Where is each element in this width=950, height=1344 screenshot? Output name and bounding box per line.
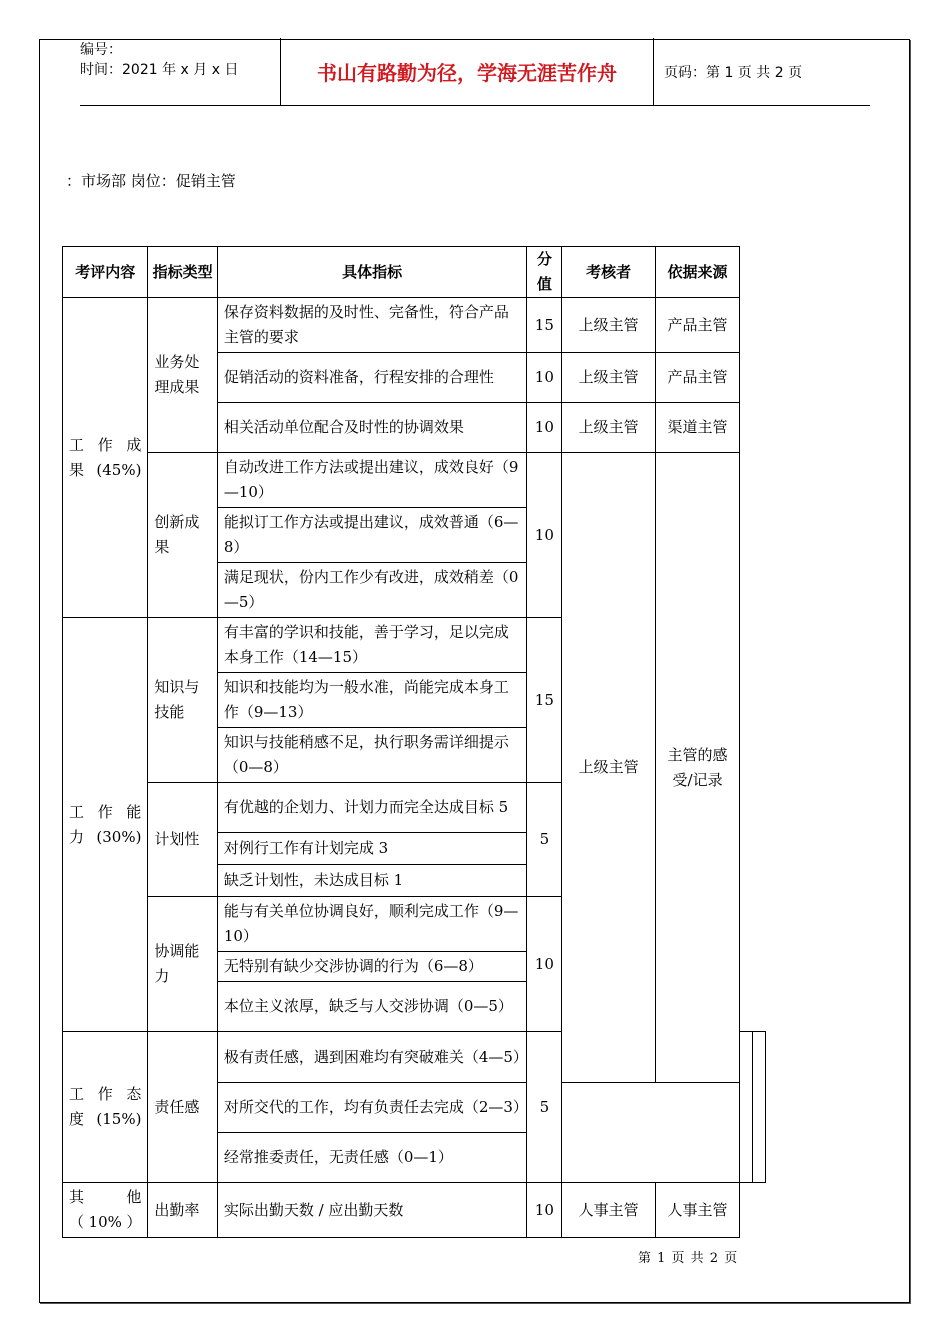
score-planning: 5 — [527, 783, 562, 897]
score-cell: 10 — [527, 353, 562, 403]
score-cell: 10 — [527, 403, 562, 453]
header-type: 指标类型 — [148, 247, 217, 298]
section-other: 其 他（10%） — [63, 1183, 148, 1238]
score-knowledge: 15 — [527, 618, 562, 783]
table-row — [63, 298, 766, 353]
type-coordination: 协调能力 — [148, 897, 217, 1032]
indicator-cell: 对所交代的工作，均有负责任去完成（2—3） — [217, 1083, 527, 1133]
section-work-result: 工 作 成 果(45%) — [63, 298, 148, 618]
indicator-cell: 保存资料数据的及时性、完备性，符合产品主管的要求 — [217, 298, 527, 353]
indicator-cell: 缺乏计划性，未达成目标 1 — [217, 865, 527, 897]
page-header — [80, 38, 870, 106]
header-divider — [653, 38, 654, 105]
score-cell: 10 — [527, 1183, 562, 1238]
type-business: 业务处理成果 — [148, 298, 217, 453]
page-footer: 第 1 页 共 2 页 — [638, 1251, 739, 1266]
type-attendance: 出勤率 — [148, 1183, 217, 1238]
indicator-cell: 对例行工作有计划完成 3 — [217, 833, 527, 865]
assessor-cell: 上级主管 — [562, 298, 656, 353]
header-page-number: 页码：第 1 页 共 2 页 — [664, 64, 803, 81]
section-work-attitude: 工 作 态 度(15%) — [63, 1032, 148, 1183]
header-source: 依据来源 — [656, 247, 740, 298]
score-responsibility: 5 — [527, 1032, 562, 1183]
indicator-cell: 有丰富的学识和技能，善于学习，足以完成本身工作（14—15） — [217, 618, 527, 673]
source-cell: 产品主管 — [656, 298, 740, 353]
indicator-cell: 自动改进工作方法或提出建议，成效良好（9—10） — [217, 453, 527, 508]
indicator-cell: 本位主义浓厚，缺乏与人交涉协调（0—5） — [217, 982, 527, 1032]
assessor-cell: 上级主管 — [562, 353, 656, 403]
assessor-cell: 上级主管 — [562, 403, 656, 453]
indicator-cell: 能拟订工作方法或提出建议，成效普通（6—8） — [217, 508, 527, 563]
indicator-cell: 能与有关单位协调良好，顺利完成工作（9—10） — [217, 897, 527, 952]
score-coordination: 10 — [527, 897, 562, 1032]
header-meta — [80, 38, 280, 105]
indicator-cell: 知识和技能均为一般水准，尚能完成本身工作（9—13） — [217, 673, 527, 728]
shared-assessor-cell: 上级主管 — [562, 453, 656, 1083]
type-knowledge: 知识与技能 — [148, 618, 217, 783]
score-innovation: 10 — [527, 453, 562, 618]
type-planning: 计划性 — [148, 783, 217, 897]
score-cell: 15 — [527, 298, 562, 353]
indicator-cell: 有优越的企划力、计划力而完全达成目标 5 — [217, 783, 527, 833]
indicator-cell: 满足现状，份内工作少有改进，成效稍差（0—5） — [217, 563, 527, 618]
source-cell: 人事主管 — [656, 1183, 740, 1238]
empty-cell — [753, 1032, 766, 1183]
indicator-cell: 实际出勤天数 / 应出勤天数 — [217, 1183, 527, 1238]
header-motto: 书山有路勤为径，学海无涯苦作舟 — [317, 61, 617, 85]
table-header-row — [63, 247, 766, 298]
indicator-cell: 极有责任感，遇到困难均有突破难关（4—5） — [217, 1032, 527, 1083]
indicator-cell: 相关活动单位配合及时性的协调效果 — [217, 403, 527, 453]
shared-source-cell: 主管的感受/记录 — [656, 453, 740, 1083]
source-cell: 渠道主管 — [656, 403, 740, 453]
assessor-cell: 人事主管 — [562, 1183, 656, 1238]
document-date: 时间：2021 年 x 月 x 日 — [80, 62, 239, 78]
indicator-cell: 无特别有缺少交涉协调的行为（6—8） — [217, 952, 527, 982]
header-assessor: 考核者 — [562, 247, 656, 298]
table-row — [63, 453, 766, 508]
evaluation-table — [62, 246, 766, 1238]
indicator-cell: 促销活动的资料准备，行程安排的合理性 — [217, 353, 527, 403]
section-work-ability: 工 作 能 力(30%) — [63, 618, 148, 1032]
department-position-line: ：市场部 岗位：促销主管 — [66, 172, 236, 190]
header-score: 分值 — [527, 247, 562, 298]
type-innovation: 创新成果 — [148, 453, 217, 618]
document-number: 编号： — [80, 42, 122, 58]
header-content: 考评内容 — [63, 247, 148, 298]
indicator-cell: 经常推委责任，无责任感（0—1） — [217, 1133, 527, 1183]
empty-cell — [740, 1032, 753, 1183]
source-cell: 产品主管 — [656, 353, 740, 403]
header-indicator: 具体指标 — [217, 247, 527, 298]
type-responsibility: 责任感 — [148, 1032, 217, 1183]
indicator-cell: 知识与技能稍感不足，执行职务需详细提示（0—8） — [217, 728, 527, 783]
table-row — [63, 1183, 766, 1238]
